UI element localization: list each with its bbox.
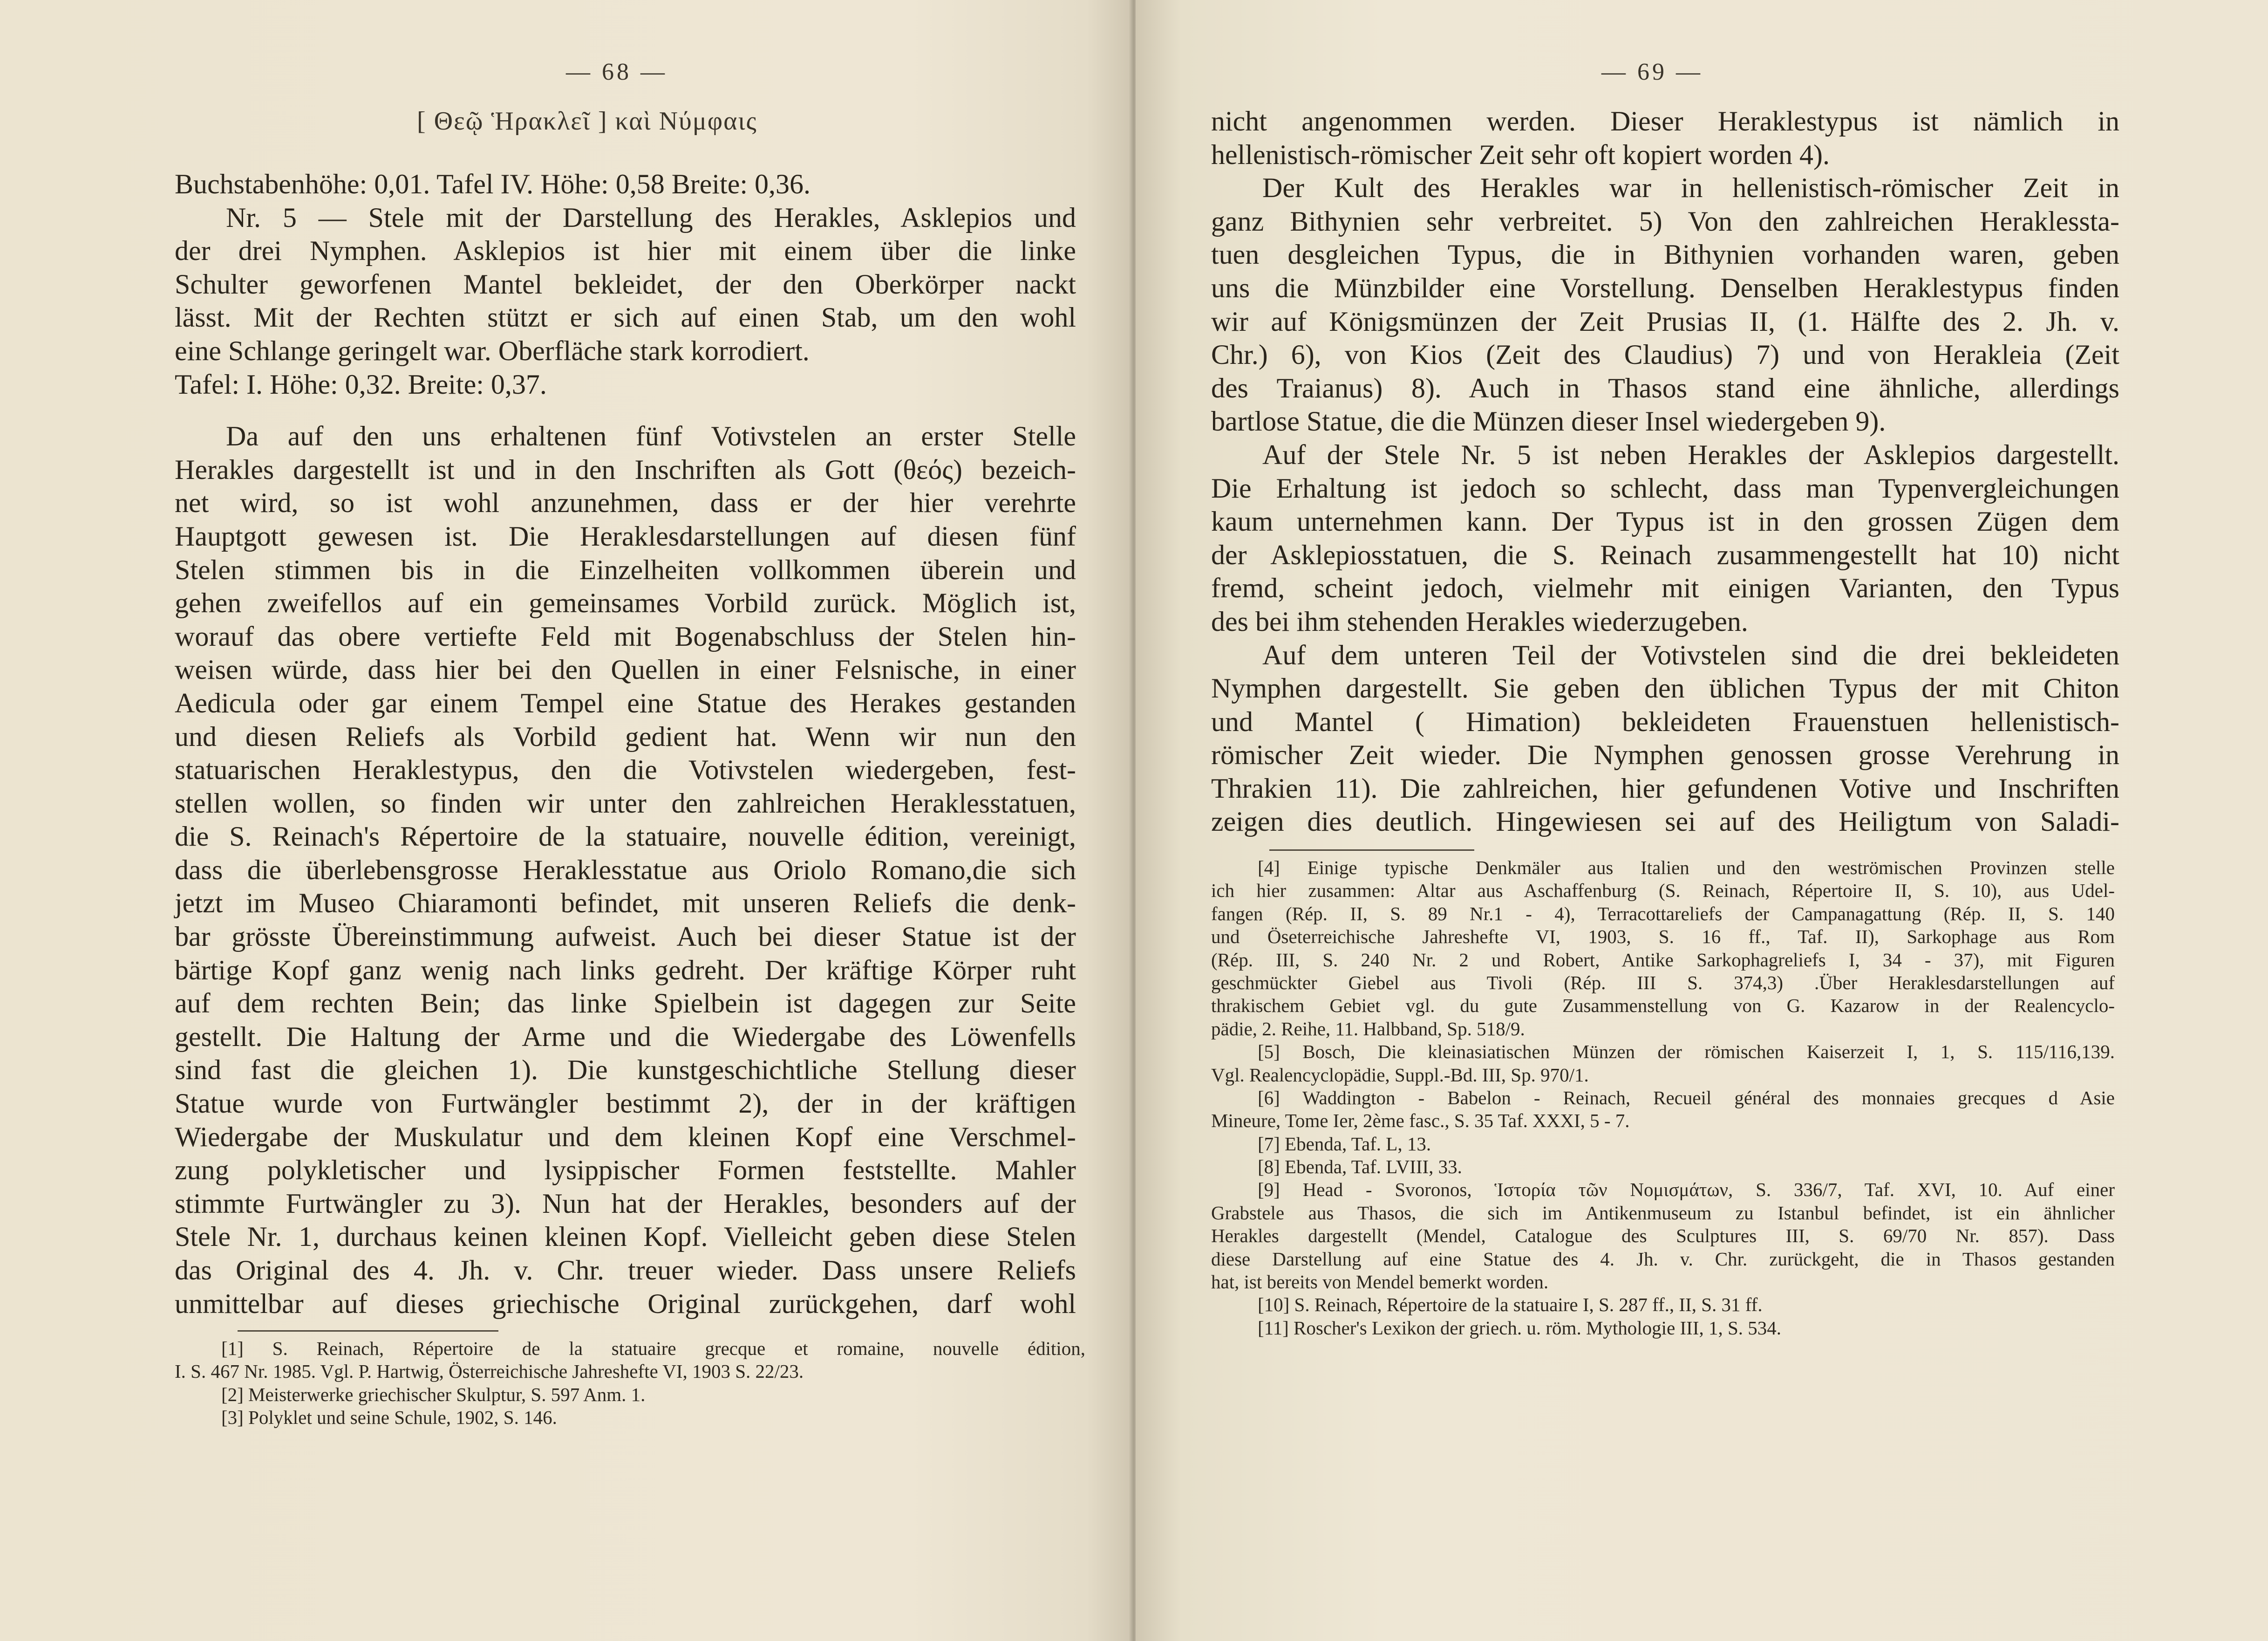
footnote-line: Mineure, Tome Ier, 2ème fasc., S. 35 Taf. XXXI, 5 - 7. bbox=[1211, 1110, 1630, 1132]
footnote-line: Grabstele aus Thasos, die sich im Antikenmuseum zu Istanbul befindet, ist ein ähnlicher bbox=[1211, 1202, 2115, 1224]
text-line: stimmte Furtwängler zu 3). Nun hat der Herakles, besonders auf der bbox=[175, 1188, 1076, 1219]
text-line: lässt. Mit der Rechten stützt er sich auf einen Stab, um den wohl bbox=[175, 302, 1076, 333]
text-line: uns die Münzbilder eine Vorstellung. Denselben Heraklestypus finden bbox=[1211, 272, 2119, 303]
footnote-line: I. S. 467 Nr. 1985. Vgl. P. Hartwig, Österreichische Jahreshefte VI, 1903 S. 22/23. bbox=[175, 1361, 804, 1382]
text-line: jetzt im Museo Chiaramonti befindet, mit unseren Reliefs die denk- bbox=[175, 888, 1076, 919]
text-line: stellen wollen, so finden wir unter den zahlreichen Heraklesstatuen, bbox=[175, 787, 1076, 819]
text-line: Statue wurde von Furtwängler bestimmt 2), der in der kräftigen bbox=[175, 1088, 1076, 1119]
left-page bbox=[0, 0, 1132, 1641]
left-body-text bbox=[175, 168, 1076, 1320]
text-line: Buchstabenhöhe: 0,01. Tafel IV. Höhe: 0,58 Breite: 0,36. bbox=[175, 169, 810, 199]
footnote-line: geschmückter Giebel aus Tivoli (Rép. III S. 374,3) .Über Heraklesdarstellungen auf bbox=[1211, 971, 2115, 993]
text-line: Schulter geworfenen Mantel bekleidet, der den Oberkörper nackt bbox=[175, 268, 1076, 300]
text-line: gehen zweifellos auf ein gemeinsames Vorbild zurück. Möglich ist, bbox=[175, 588, 1076, 619]
text-line: gestellt. Die Haltung der Arme und die Wiedergabe des Löwenfells bbox=[175, 1021, 1076, 1052]
text-line: Wiedergabe der Muskulatur und dem kleinen Kopf eine Verschmel- bbox=[175, 1121, 1076, 1152]
paragraph-gap bbox=[175, 401, 1076, 420]
text-line: der drei Nymphen. Asklepios ist hier mit einem über die linke bbox=[175, 235, 1076, 267]
text-line: die S. Reinach's Répertoire de la statuaire, nouvelle édition, vereinigt, bbox=[175, 821, 1076, 852]
footnote-line: [3] Polyklet und seine Schule, 1902, S. 146. bbox=[221, 1407, 557, 1429]
footnote-line: [2] Meisterwerke griechischer Skulptur, S. 597 Anm. 1. bbox=[221, 1383, 646, 1405]
footnote-line: (Rép. III, S. 240 Nr. 2 und Robert, Antike Sarkophagreliefs I, 34 - 37), mit Figuren bbox=[1211, 949, 2115, 971]
right-page bbox=[1136, 0, 2268, 1641]
text-line: fremd, scheint jedoch, vielmehr mit einigen Varianten, den Typus bbox=[1211, 573, 2119, 604]
text-line: der Asklepiosstatuen, die S. Reinach zusammengestellt hat 10) nicht bbox=[1211, 539, 2119, 570]
text-line: Auf der Stele Nr. 5 ist neben Herakles der Asklepios dargestellt. bbox=[1262, 439, 2119, 470]
text-line: Chr.) 6), von Kios (Zeit des Claudius) 7) und von Herakleia (Zeit bbox=[1211, 339, 2119, 370]
text-line: des Traianus) 8). Auch in Thasos stand eine ähnliche, allerdings bbox=[1211, 372, 2119, 403]
text-line: Auf dem unteren Teil der Votivstelen sind die drei bekleideten bbox=[1262, 639, 2119, 670]
footnote-line: und Öseterreichische Jahreshefte VI, 1903, S. 16 ff., Taf. II), Sarkophage aus Rom bbox=[1211, 926, 2115, 948]
text-line: auf dem rechten Bein; das linke Spielbein ist dagegen zur Seite bbox=[175, 988, 1076, 1019]
footnote-line: [1] S. Reinach, Répertoire de la statuaire grecque et romaine, nouvelle édition, bbox=[221, 1338, 1085, 1359]
text-line: des bei ihm stehenden Herakles wiederzugeben. bbox=[1211, 606, 1748, 637]
text-line: dass die überlebensgrosse Heraklesstatue aus Oriolo Romano,die sich bbox=[175, 854, 1076, 885]
text-line: das Original des 4. Jh. v. Chr. treuer wieder. Dass unsere Reliefs bbox=[175, 1255, 1076, 1285]
text-line: nicht angenommen werden. Dieser Heraklestypus ist nämlich in bbox=[1211, 106, 2119, 137]
text-line: und Mantel ( Himation) bekleideten Frauenstuen hellenistisch- bbox=[1211, 706, 2119, 737]
text-line: Nr. 5 — Stele mit der Darstellung des Herakles, Asklepios und bbox=[226, 202, 1076, 233]
page-number: — 68 — bbox=[566, 59, 667, 85]
footnote-line: thrakischem Gebiet vgl. du gute Zusammenstellung von G. Kazarow in der Realencyclo- bbox=[1211, 995, 2115, 1017]
text-line: Da auf den uns erhaltenen fünf Votivstelen an erster Stelle bbox=[226, 421, 1076, 452]
text-line: tuen desgleichen Typus, die in Bithynien vorhanden waren, geben bbox=[1211, 239, 2119, 270]
footnote-rule bbox=[1269, 849, 1474, 851]
footnote-line: [5] Bosch, Die kleinasiatischen Münzen der römischen Kaiserzeit I, 1, S. 115/116,139. bbox=[1258, 1041, 2115, 1063]
footnote-line: [11] Roscher's Lexikon der griech. u. röm. Mythologie III, 1, S. 534. bbox=[1258, 1317, 1782, 1339]
text-line: bar grösste Übereinstimmung aufweist. Auch bei dieser Statue ist der bbox=[175, 921, 1076, 952]
text-line: römischer Zeit wieder. Die Nymphen genossen grosse Verehrung in bbox=[1211, 739, 2119, 771]
footnote-line: [6] Waddington - Babelon - Reinach, Recueil général des monnaies grecques d Asie bbox=[1258, 1087, 2115, 1108]
footnote-line: ich hier zusammen: Altar aus Aschaffenburg (S. Reinach, Répertoire II, S. 10), aus Udel- bbox=[1211, 880, 2115, 902]
text-line: worauf das obere vertiefte Feld mit Bogenabschluss der Stelen hin- bbox=[175, 621, 1076, 652]
right-footnotes bbox=[1211, 856, 2115, 1340]
text-line: Aedicula oder gar einem Tempel eine Statue des Herakes gestanden bbox=[175, 687, 1076, 718]
section-heading: [ Θεῷ Ἡρακλεῖ ] καὶ Νύμφαις bbox=[417, 107, 757, 136]
text-line: eine Schlange geringelt war. Oberfläche stark korrodiert. bbox=[175, 335, 810, 366]
text-line: Nymphen dargestellt. Sie geben den üblichen Typus der mit Chiton bbox=[1211, 673, 2119, 704]
text-line: Stelen stimmen bis in die Einzelheiten vollkommen überein und bbox=[175, 554, 1076, 585]
right-body-text bbox=[1211, 105, 2119, 839]
text-line: weisen würde, dass hier bei den Quellen in einer Felsnische, in einer bbox=[175, 654, 1076, 685]
footnote-line: [10] S. Reinach, Répertoire de la statuaire I, S. 287 ff., II, S. 31 ff. bbox=[1258, 1294, 1763, 1316]
footnote-line: Herakles dargestellt (Mendel, Catalogue des Sculptures III, S. 69/70 Nr. 857). Dass bbox=[1211, 1225, 2115, 1247]
left-footnotes bbox=[175, 1337, 1085, 1429]
text-line: bartlose Statue, die die Münzen dieser Insel wiedergeben 9). bbox=[1211, 406, 1886, 437]
footnote-line: [8] Ebenda, Taf. LVIII, 33. bbox=[1258, 1156, 1462, 1178]
footnote-line: fangen (Rép. II, S. 89 Nr.1 - 4), Terracottareliefs der Campanagattung (Rép. II, S. 140 bbox=[1211, 903, 2115, 924]
footnote-line: [7] Ebenda, Taf. L, 13. bbox=[1258, 1133, 1431, 1155]
footnote-rule bbox=[238, 1330, 498, 1332]
text-line: Der Kult des Herakles war in hellenistisch-römischer Zeit in bbox=[1262, 172, 2119, 204]
footnote-line: diese Darstellung auf eine Statue des 4. Jh. v. Chr. zurückgeht, die in Thasos gestanden bbox=[1211, 1248, 2115, 1270]
text-line: bärtige Kopf ganz wenig nach links gedreht. Der kräftige Körper ruht bbox=[175, 954, 1076, 985]
text-line: kaum unternehmen kann. Der Typus ist in den grossen Zügen dem bbox=[1211, 506, 2119, 537]
text-line: ganz Bithynien sehr verbreitet. 5) Von den zahlreichen Heraklessta- bbox=[1211, 205, 2119, 237]
text-line: Thrakien 11). Die zahlreichen, hier gefundenen Votive und Inschriften bbox=[1211, 773, 2119, 804]
footnote-line: [9] Head - Svoronos, Ἱστορία τῶν Νομισμάτων, S. 336/7, Taf. XVI, 10. Auf einer bbox=[1258, 1179, 2115, 1201]
text-line: net wird, so ist wohl anzunehmen, dass er der hier verehrte bbox=[175, 487, 1076, 519]
text-line: zung polykletischer und lysippischer Formen feststellte. Mahler bbox=[175, 1155, 1076, 1186]
page-number: — 69 — bbox=[1601, 59, 1703, 85]
footnote-line: Vgl. Realencyclopädie, Suppl.-Bd. III, Sp. 970/1. bbox=[1211, 1064, 1589, 1086]
text-line: hellenistisch-römischer Zeit sehr oft kopiert worden 4). bbox=[1211, 139, 1830, 170]
text-line: Tafel: I. Höhe: 0,32. Breite: 0,37. bbox=[175, 369, 547, 400]
text-line: statuarischen Heraklestypus, den die Votivstelen wiedergeben, fest- bbox=[175, 754, 1076, 786]
text-line: sind fast die gleichen 1). Die kunstgeschichtliche Stellung dieser bbox=[175, 1054, 1076, 1086]
text-line: zeigen dies deutlich. Hingewiesen sei auf des Heiligtum von Saladi- bbox=[1211, 806, 2119, 837]
text-line: Herakles dargestellt ist und in den Inschriften als Gott (θεός) bezeich- bbox=[175, 454, 1076, 485]
text-line: und diesen Reliefs als Vorbild gedient hat. Wenn wir nun den bbox=[175, 721, 1076, 752]
text-line: wir auf Königsmünzen der Zeit Prusias II, (1. Hälfte des 2. Jh. v. bbox=[1211, 306, 2119, 337]
footnote-line: [4] Einige typische Denkmäler aus Italien und den weströmischen Provinzen stelle bbox=[1258, 857, 2115, 878]
text-line: unmittelbar auf dieses griechische Original zurückgehen, darf wohl bbox=[175, 1288, 1076, 1319]
footnote-line: pädie, 2. Reihe, 11. Halbband, Sp. 518/9. bbox=[1211, 1018, 1525, 1039]
text-line: Hauptgott gewesen ist. Die Heraklesdarstellungen auf diesen fünf bbox=[175, 520, 1076, 552]
text-line: Stele Nr. 1, durchaus keinen kleinen Kopf. Vielleicht geben diese Stelen bbox=[175, 1221, 1076, 1252]
footnote-line: hat, ist bereits von Mendel bemerkt worden. bbox=[1211, 1271, 1549, 1293]
text-line: Die Erhaltung ist jedoch so schlecht, dass man Typenvergleichungen bbox=[1211, 472, 2119, 504]
